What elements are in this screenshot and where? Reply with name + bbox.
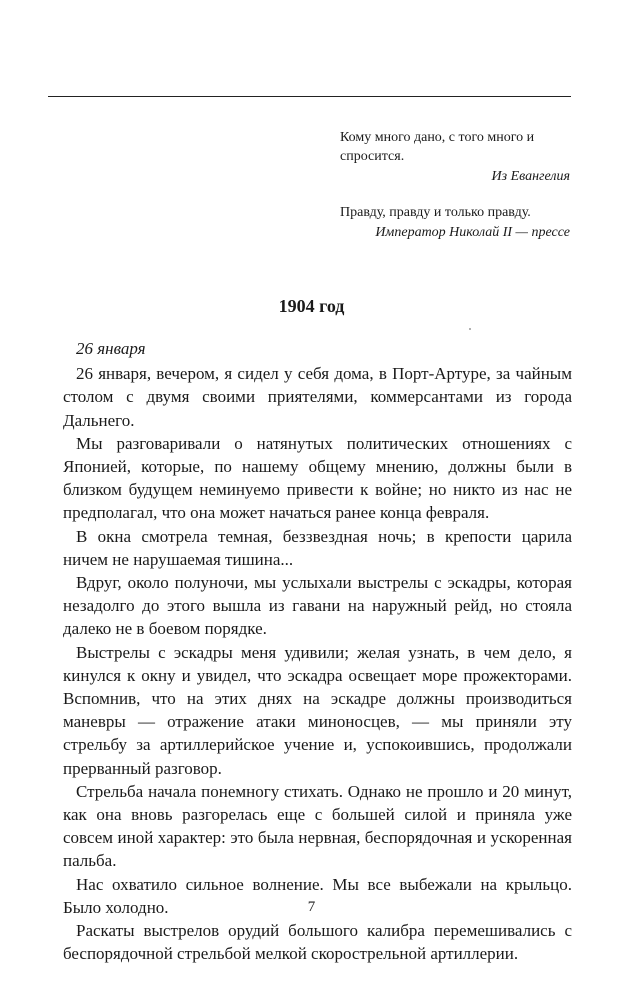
section-heading: 1904 год [278,296,345,316]
paragraph: Мы разговаривали о натянутых политических отношениях с Японией, которые, по нашему общему мнению, должны были в близком будущем неминуемо привести к войне; но никто из нас не предполагал, что она может начаться ранее конца февраля. [63,433,572,523]
epigraph [340,128,572,186]
header-rule [48,96,571,97]
paragraph: В окна смотрела темная, беззвездная ночь; в крепости царила ничем не нарушаемая тишина... [63,526,572,569]
epigraphs [340,128,572,259]
paragraph: Выстрелы с эскадры меня удивили; желая узнать, в чем дело, я кинулся к окну и увидел, что эскадра освещает море прожекторами. Вспомнив, что на этих днях на эскадре должны производиться маневры — отражение атаки миноносцев, — мы приняли эту стрельбу за артиллерийское учение и, успокоившись, продолжали прерванный разговор. [63,642,572,778]
epigraph-source: Из Евангелия [491,169,570,184]
epigraph-source: Император Николай II — прессе [375,225,570,240]
epigraph [340,203,572,242]
print-speck [469,328,471,330]
paragraph: 26 января, вечером, я сидел у себя дома, в Порт-Артуре, за чайным столом с двумя своими приятелями, коммерсантами из города Дальнего. [63,364,572,430]
entry-date: 26 января [76,339,146,358]
paragraph: Нас охватило сильное волнение. Мы все выбежали на крыльцо. Было холодно. [63,874,572,917]
main-text [63,337,572,965]
paragraph: Раскаты выстрелов орудий большого калибра перемешивались с беспорядочной стрельбой мелкой скорострельной артиллерии. [63,921,572,964]
page-number: 7 [307,899,316,915]
epigraph-quote: Правду, правду и только правду. [340,205,531,220]
paragraph: Стрельба начала понемногу стихать. Однако не прошло и 20 минут, как она вновь разгорелась еще с большей силой и приняла уже совсем иной характер: это была нервная, беспорядочная и ускоренная пальба. [63,781,572,871]
paragraph: Вдруг, около полуночи, мы услыхали выстрелы с эскадры, которая незадолго до этого вышла из гавани на наружный рейд, но стояла далеко не в боевом порядке. [63,573,572,639]
epigraph-quote: Кому много дано, с того много и спросится. [340,130,535,164]
